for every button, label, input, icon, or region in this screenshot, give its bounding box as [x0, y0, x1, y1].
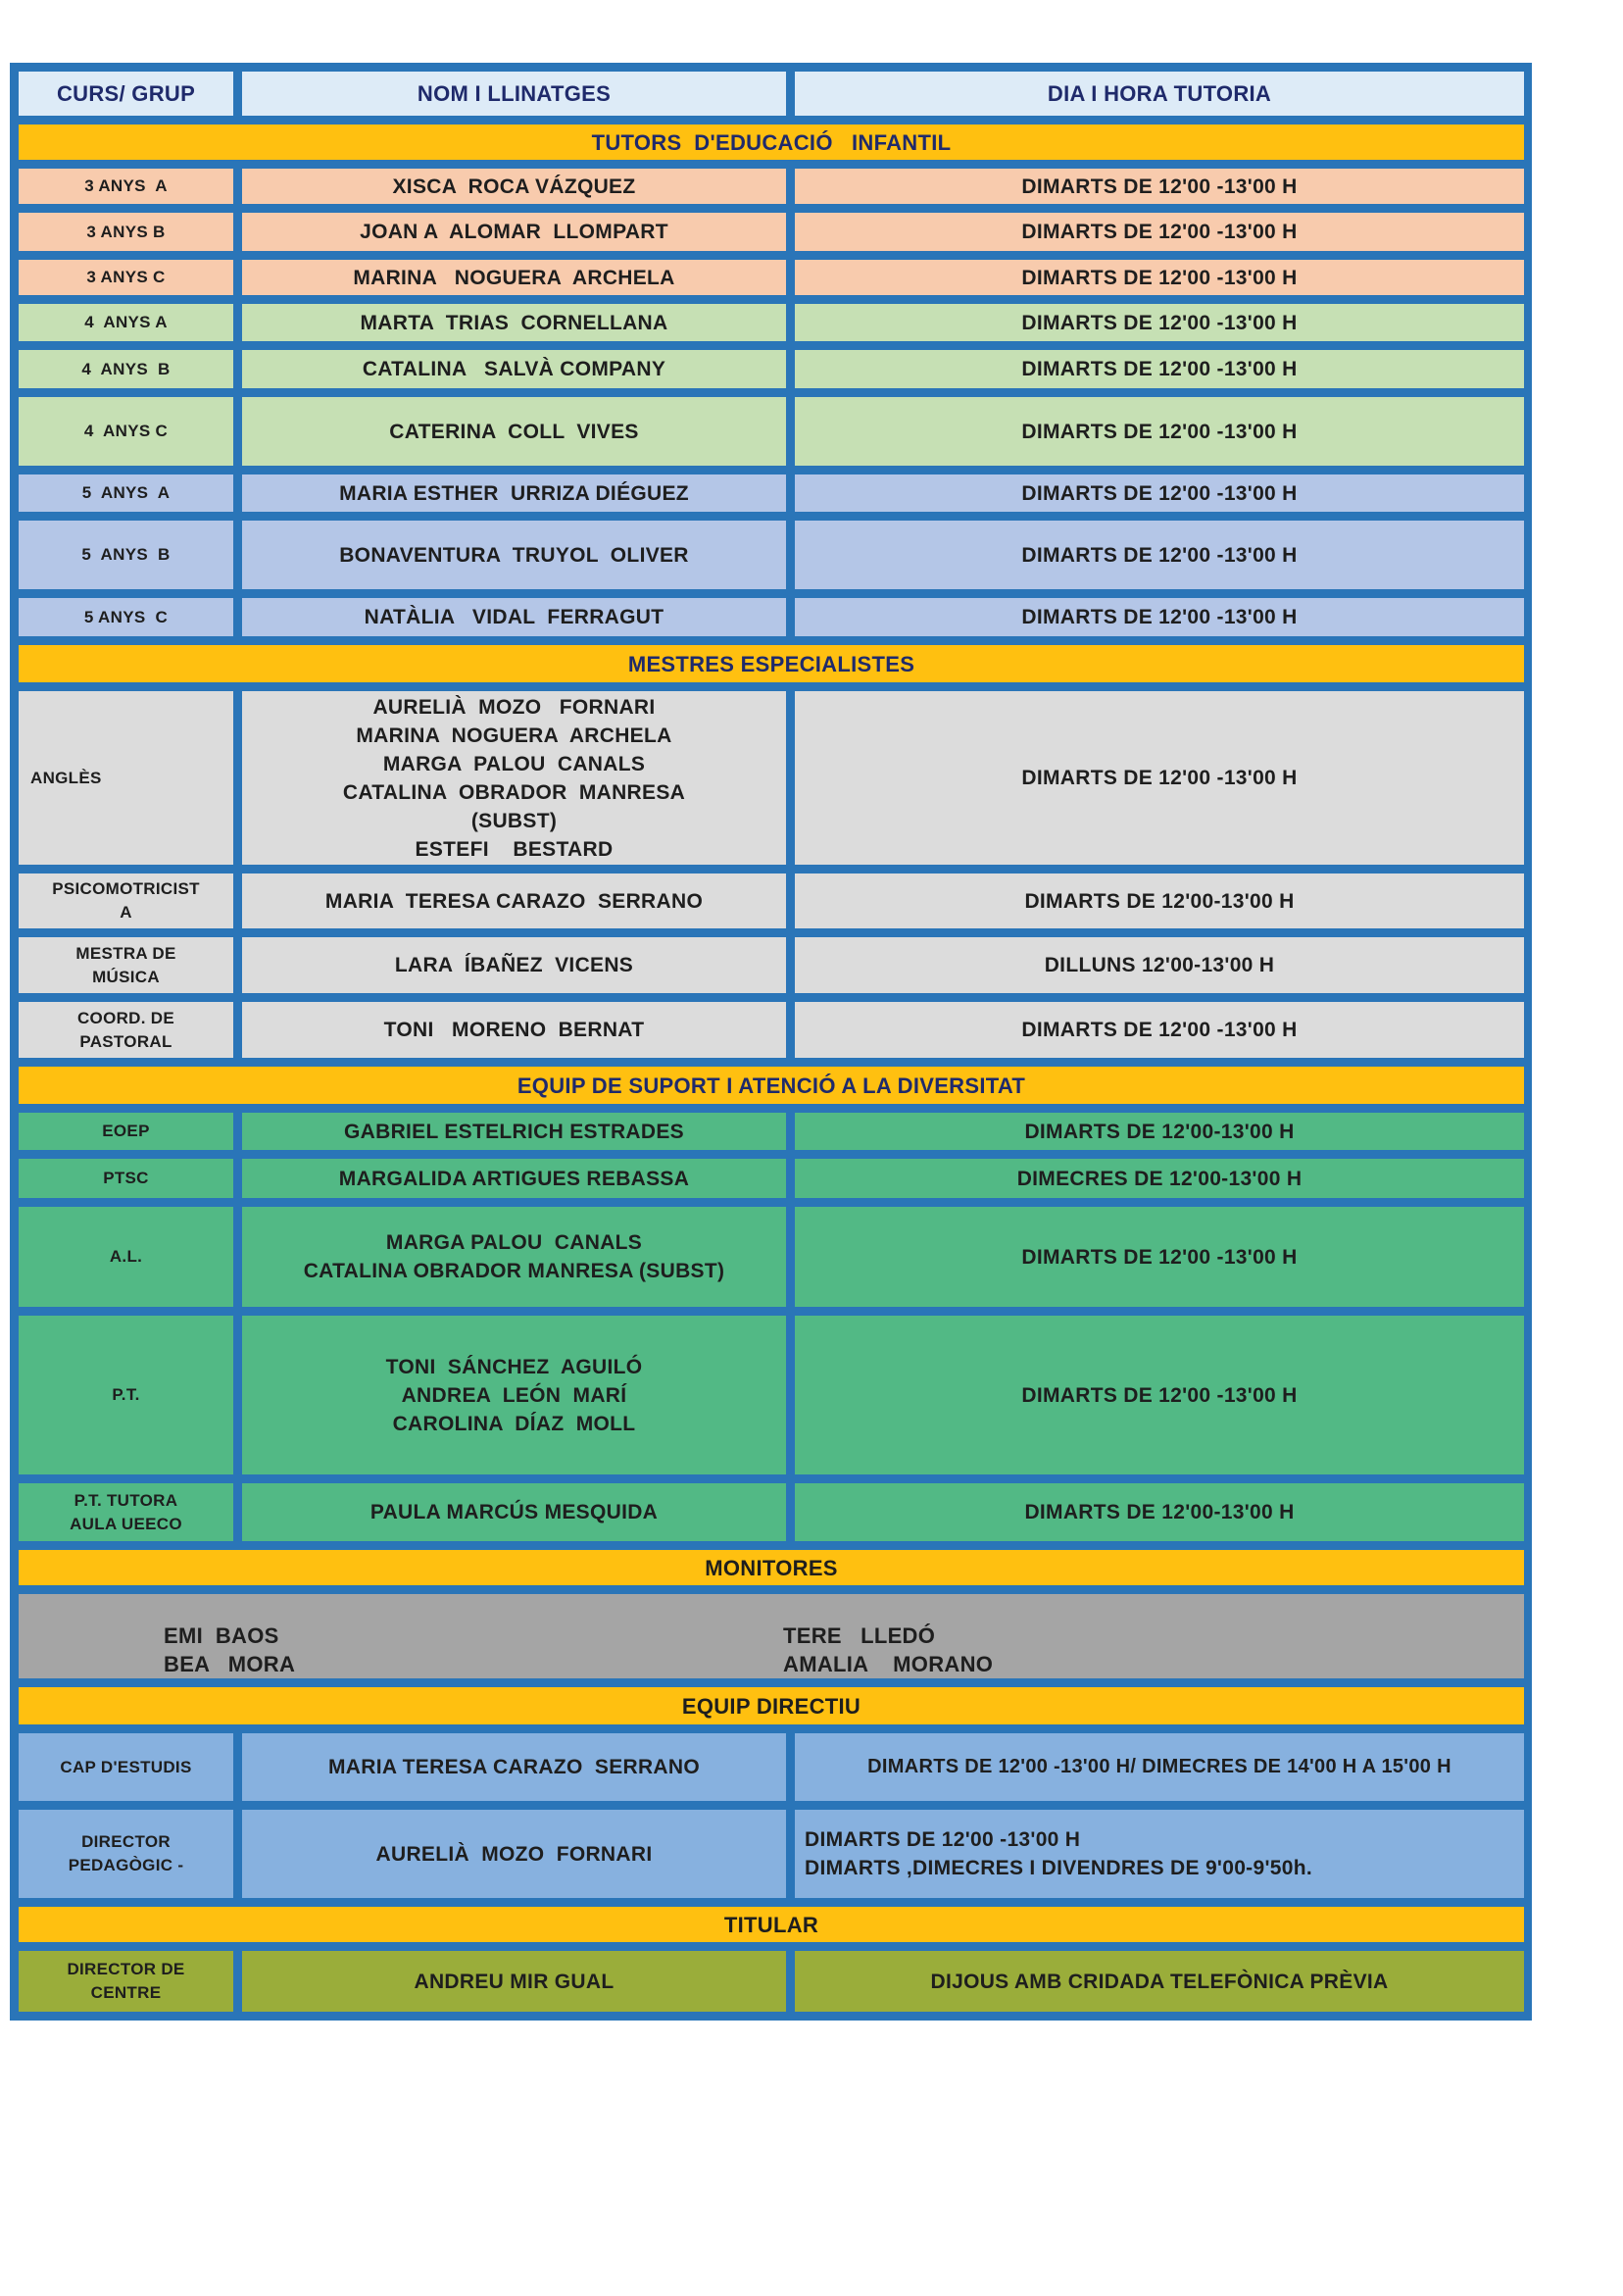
time-cell	[795, 1316, 1524, 1474]
group-cell	[19, 1483, 233, 1541]
text-line: CATALINA OBRADOR MANRESA	[342, 780, 686, 804]
names-cell	[242, 1951, 786, 2012]
table-row	[19, 474, 1524, 512]
table-row	[19, 1733, 1524, 1801]
text-line: DILLUNS 12'00-13'00 H	[1044, 954, 1275, 976]
table-row	[19, 1483, 1524, 1541]
text-line: DIJOUS AMB CRIDADA TELEFÒNICA PRÈVIA	[930, 1970, 1389, 1993]
text-line: DIMARTS DE 12'00 -13'00 H	[1021, 767, 1298, 789]
group-cell	[19, 598, 233, 636]
monitors-row	[19, 1594, 1524, 1678]
text-line: MARINA NOGUERA ARCHELA	[353, 266, 675, 289]
header-dia-hora: DIA I HORA TUTORIA	[795, 72, 1524, 116]
group-cell	[19, 397, 233, 466]
group-cell	[19, 260, 233, 295]
text-line: P.T.	[112, 1385, 140, 1404]
text-line: DIRECTOR	[81, 1832, 171, 1851]
text-line: CATERINA COLL VIVES	[389, 420, 639, 443]
section-title: TUTORS D'EDUCACIÓ INFANTIL	[19, 125, 1524, 160]
group-cell	[19, 937, 233, 993]
text-line: ANGLÈS	[30, 768, 102, 787]
text-line: DIMARTS DE 12'00 -13'00 H	[1021, 1245, 1298, 1269]
table-row	[19, 1951, 1524, 2012]
text-line: DIMARTS DE 12'00 -13'00 H	[1021, 358, 1298, 380]
text-line: 5 ANYS C	[83, 607, 169, 626]
section-band	[19, 125, 1524, 160]
text-line: MARTA TRIAS CORNELLANA	[360, 311, 668, 334]
names-cell	[242, 397, 786, 466]
table-row	[19, 1002, 1524, 1058]
time-cell	[795, 1483, 1524, 1541]
text-line: AURELIÀ MOZO FORNARI	[372, 695, 656, 719]
text-line: 5 ANYS B	[81, 545, 171, 564]
time-cell	[795, 1951, 1524, 2012]
time-cell	[795, 1810, 1524, 1898]
monitors-cell	[19, 1594, 1524, 1678]
names-cell	[242, 260, 786, 295]
time-cell	[795, 1159, 1524, 1198]
names-cell	[242, 521, 786, 589]
text-line: DIMARTS DE 12'00 -13'00 H	[1021, 420, 1298, 443]
table-row	[19, 1159, 1524, 1198]
text-line: CAROLINA DÍAZ MOLL	[392, 1412, 636, 1435]
text-line: MESTRA DE	[75, 943, 176, 963]
text-line: DIMARTS DE 12'00 -13'00 H	[1021, 606, 1298, 628]
text-line: AULA UEECO	[70, 1514, 182, 1533]
text-line: DIMARTS DE 12'00 -13'00 H	[1021, 175, 1298, 198]
names-cell	[242, 1159, 786, 1198]
group-cell	[19, 213, 233, 251]
text-line: COORD. DE	[76, 1008, 175, 1027]
time-cell	[795, 1113, 1524, 1150]
text-line: DIMARTS DE 12'00-13'00 H	[1024, 889, 1295, 913]
time-cell	[795, 691, 1524, 865]
text-line: CATALINA OBRADOR MANRESA (SUBST)	[303, 1260, 725, 1282]
text-line: CENTRE	[90, 1983, 162, 2002]
text-line: LARA ÍBAÑEZ VICENS	[394, 954, 634, 976]
table-row	[19, 1207, 1524, 1307]
section-band	[19, 1550, 1524, 1585]
text-line: TERE LLEDÓ	[783, 1623, 936, 1648]
section-title: EQUIP DIRECTIU	[19, 1687, 1524, 1724]
table-row	[19, 873, 1524, 928]
table-row	[19, 1316, 1524, 1474]
section-band	[19, 645, 1524, 682]
text-line: MARGA PALOU CANALS	[382, 752, 646, 775]
text-line: A.L.	[109, 1247, 143, 1266]
text-line: MARIA TERESA CARAZO SERRANO	[324, 889, 704, 913]
names-cell	[242, 304, 786, 341]
group-cell	[19, 304, 233, 341]
time-cell	[795, 213, 1524, 251]
header-row	[19, 72, 1524, 116]
text-line: 3 ANYS B	[86, 222, 166, 241]
text-line: MARGA PALOU CANALS	[385, 1231, 643, 1254]
text-line: DIMARTS ,DIMECRES I DIVENDRES DE 9'00-9'50h.	[805, 1857, 1312, 1879]
time-cell	[795, 169, 1524, 204]
group-cell	[19, 1002, 233, 1058]
time-cell	[795, 873, 1524, 928]
group-cell	[19, 1951, 233, 2012]
section-band	[19, 1907, 1524, 1942]
group-cell	[19, 474, 233, 512]
text-line: PEDAGÒGIC -	[68, 1856, 184, 1874]
text-line: 4 ANYS A	[84, 313, 168, 331]
text-line: DIMARTS DE 12'00-13'00 H	[1024, 1120, 1295, 1143]
text-line: DIMARTS DE 12'00 -13'00 H	[805, 1828, 1081, 1851]
text-line: DIMARTS DE 12'00 -13'00 H	[1021, 1019, 1298, 1041]
monitors-left-list	[164, 1622, 783, 1678]
section-band	[19, 1687, 1524, 1724]
time-cell	[795, 1002, 1524, 1058]
group-cell	[19, 521, 233, 589]
names-cell	[242, 1207, 786, 1307]
table-row	[19, 1113, 1524, 1150]
monitors-right-list	[783, 1622, 993, 1678]
text-line: AMALIA MORANO	[783, 1652, 994, 1676]
time-cell	[795, 937, 1524, 993]
text-line: DIMARTS DE 12'00 -13'00 H	[1021, 221, 1298, 243]
header-nom-llinatges: NOM I LLINATGES	[242, 72, 786, 116]
time-cell	[795, 260, 1524, 295]
table-row	[19, 350, 1524, 388]
text-line: TONI SÁNCHEZ AGUILÓ	[385, 1355, 643, 1378]
table-row	[19, 1810, 1524, 1898]
section-band	[19, 1067, 1524, 1104]
tutoring-schedule-table	[10, 63, 1532, 2021]
names-cell	[242, 873, 786, 928]
group-cell	[19, 1316, 233, 1474]
text-line: DIMARTS DE 12'00-13'00 H	[1024, 1501, 1295, 1523]
text-line: 3 ANYS C	[86, 268, 166, 286]
section-title: TITULAR	[19, 1907, 1524, 1942]
table-row	[19, 691, 1524, 865]
text-line: 3 ANYS A	[84, 176, 168, 195]
table-row	[19, 213, 1524, 251]
text-line: PAULA MARCÚS MESQUIDA	[369, 1501, 659, 1523]
time-cell	[795, 397, 1524, 466]
time-cell	[795, 598, 1524, 636]
names-cell	[242, 1316, 786, 1474]
text-line: TONI MORENO BERNAT	[383, 1019, 645, 1041]
group-cell	[19, 1159, 233, 1198]
section-title: MONITORES	[19, 1550, 1524, 1585]
group-cell	[19, 691, 233, 865]
text-line: PASTORAL	[79, 1031, 172, 1051]
text-line: 5 ANYS A	[81, 483, 171, 502]
text-line: MARINA NOGUERA ARCHELA	[356, 724, 672, 747]
text-line: DIMARTS DE 12'00 -13'00 H	[1021, 311, 1298, 334]
names-cell	[242, 1483, 786, 1541]
text-line: 4 ANYS B	[81, 359, 171, 378]
text-line: A	[120, 903, 132, 922]
time-cell	[795, 1733, 1524, 1801]
time-cell	[795, 1207, 1524, 1307]
text-line: CATALINA SALVÀ COMPANY	[362, 358, 666, 380]
time-cell	[795, 304, 1524, 341]
names-cell	[242, 1733, 786, 1801]
group-cell	[19, 1733, 233, 1801]
group-cell	[19, 169, 233, 204]
text-line: DIMECRES DE 12'00-13'00 H	[1016, 1167, 1303, 1190]
time-cell	[795, 521, 1524, 589]
text-line: XISCA ROCA VÁZQUEZ	[392, 175, 636, 198]
text-line: BEA MORA	[164, 1652, 296, 1676]
table-row	[19, 397, 1524, 466]
names-cell	[242, 213, 786, 251]
table-row	[19, 260, 1524, 295]
text-line: (SUBST)	[470, 809, 558, 832]
text-line: CAP D'ESTUDIS	[60, 1757, 192, 1776]
text-line: EOEP	[102, 1122, 150, 1140]
text-line: BONAVENTURA TRUYOL OLIVER	[339, 543, 689, 567]
text-line: MÚSICA	[92, 967, 160, 986]
header-curs-grup: CURS/ GRUP	[19, 72, 233, 116]
section-title: EQUIP DE SUPORT I ATENCIÓ A LA DIVERSITAT	[19, 1067, 1524, 1104]
names-cell	[242, 691, 786, 865]
group-cell	[19, 873, 233, 928]
table-row	[19, 304, 1524, 341]
text-line: DIMARTS DE 12'00 -13'00 H/ DIMECRES DE 14'00 H A 15'00 H	[867, 1756, 1451, 1777]
text-line: MARIA TERESA CARAZO SERRANO	[327, 1756, 701, 1778]
text-line: ESTEFI BESTARD	[415, 837, 614, 861]
names-cell	[242, 169, 786, 204]
text-line: PTSC	[103, 1169, 149, 1187]
text-line: DIMARTS DE 12'00 -13'00 H	[1021, 1383, 1298, 1407]
names-cell	[242, 1810, 786, 1898]
text-line: ANDREA LEÓN MARÍ	[401, 1383, 627, 1407]
text-line: AURELIÀ MOZO FORNARI	[375, 1842, 653, 1866]
text-line: ANDREU MIR GUAL	[414, 1970, 615, 1993]
names-cell	[242, 350, 786, 388]
group-cell	[19, 1810, 233, 1898]
names-cell	[242, 598, 786, 636]
text-line: P.T. TUTORA	[74, 1490, 178, 1510]
text-line: PSICOMOTRICIST	[52, 879, 200, 898]
text-line: DIMARTS DE 12'00 -13'00 H	[1021, 481, 1298, 505]
group-cell	[19, 1113, 233, 1150]
group-cell	[19, 350, 233, 388]
text-line: DIRECTOR DE	[67, 1960, 185, 1978]
text-line: NATÀLIA VIDAL FERRAGUT	[364, 606, 664, 628]
table-row	[19, 169, 1524, 204]
group-cell	[19, 1207, 233, 1307]
text-line: DIMARTS DE 12'00 -13'00 H	[1021, 266, 1298, 289]
names-cell	[242, 474, 786, 512]
text-line: GABRIEL ESTELRICH ESTRADES	[344, 1120, 684, 1143]
text-line: MARGALIDA ARTIGUES REBASSA	[338, 1167, 690, 1190]
table-row	[19, 598, 1524, 636]
text-line: DIMARTS DE 12'00 -13'00 H	[1021, 543, 1298, 567]
text-line: EMI BAOS	[164, 1623, 279, 1648]
table-row	[19, 937, 1524, 993]
table-row	[19, 521, 1524, 589]
names-cell	[242, 937, 786, 993]
time-cell	[795, 350, 1524, 388]
text-line: MARIA ESTHER URRIZA DIÉGUEZ	[339, 481, 689, 505]
section-title: MESTRES ESPECIALISTES	[19, 645, 1524, 682]
text-line: 4 ANYS C	[83, 422, 169, 440]
time-cell	[795, 474, 1524, 512]
names-cell	[242, 1002, 786, 1058]
names-cell	[242, 1113, 786, 1150]
text-line: JOAN A ALOMAR LLOMPART	[360, 221, 668, 243]
